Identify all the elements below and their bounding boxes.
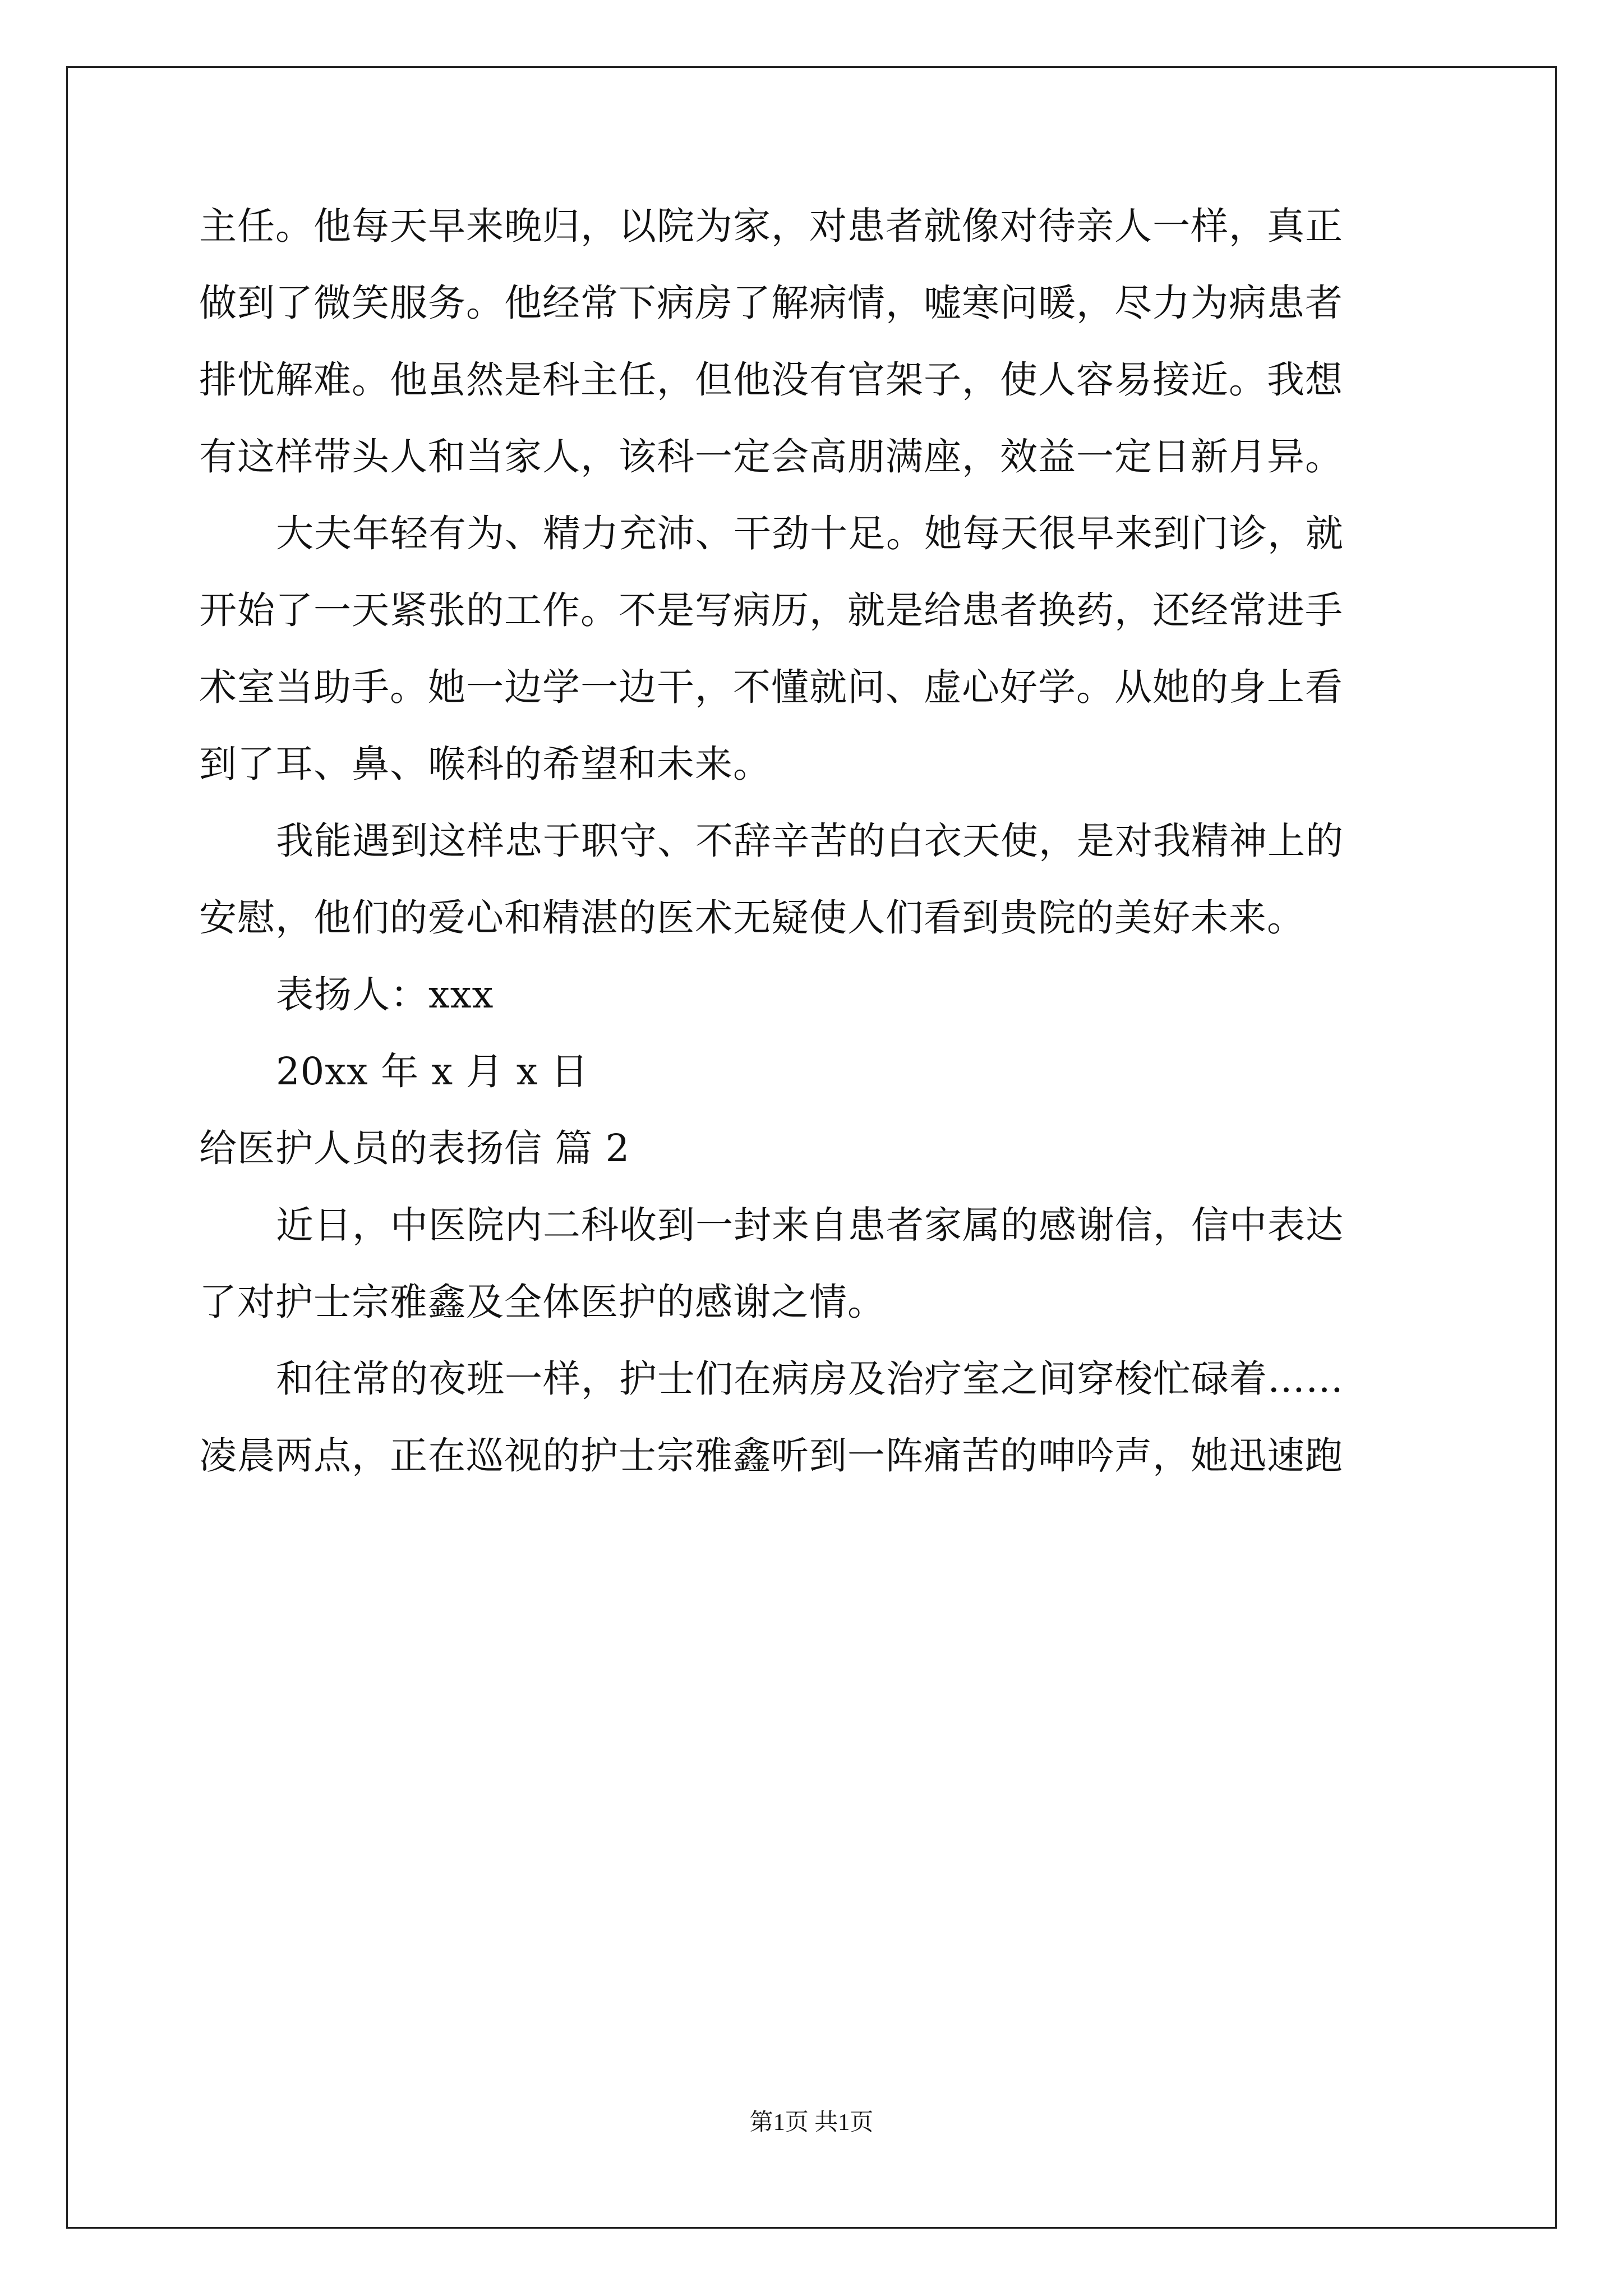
paragraph-start: 和往常的夜班一样，护士们在病房及治疗室之间穿梭忙碌着…… — [276, 1357, 1344, 1401]
signature-line: 表扬人：xxx — [276, 973, 494, 1016]
text-line: 开始了一天紧张的工作。不是写病历，就是给患者换药，还经常进手 — [199, 588, 1343, 632]
paragraph-start: 大夫年轻有为、精力充沛、干劲十足。她每天很早来到门诊，就 — [276, 512, 1344, 555]
text-line: 了对护士宗雅鑫及全体医护的感谢之情。 — [199, 1280, 886, 1324]
text-line: 有这样带头人和当家人，该科一定会高朋满座，效益一定日新月异。 — [199, 435, 1343, 478]
date-line: 20xx 年 x 月 x 日 — [276, 1050, 589, 1093]
text-line: 安慰，他们的爱心和精湛的医术无疑使人们看到贵院的美好未来。 — [199, 896, 1305, 940]
text-line: 术室当助手。她一边学一边干，不懂就问、虚心好学。从她的身上看 — [199, 665, 1343, 709]
text-line: 凌晨两点，正在巡视的护士宗雅鑫听到一阵痛苦的呻吟声，她迅速跑 — [199, 1434, 1343, 1478]
paragraph-start: 我能遇到这样忠于职守、不辞辛苦的白衣天使，是对我精神上的 — [276, 819, 1344, 863]
section-heading: 给医护人员的表扬信 篇 2 — [199, 1126, 630, 1170]
text-line: 做到了微笑服务。他经常下病房了解病情，嘘寒问暖，尽力为病患者 — [199, 281, 1343, 325]
paragraph-start: 近日，中医院内二科收到一封来自患者家属的感谢信，信中表达 — [276, 1203, 1344, 1247]
page-number: 第1页 共1页 — [749, 2110, 874, 2136]
text-line: 到了耳、鼻、喉科的希望和未来。 — [199, 742, 771, 786]
text-line: 主任。他每天早来晚归，以院为家，对患者就像对待亲人一样，真正 — [199, 204, 1343, 248]
text-line: 排忧解难。他虽然是科主任，但他没有官架子，使人容易接近。我想 — [199, 358, 1343, 402]
document-body — [199, 204, 1433, 1514]
